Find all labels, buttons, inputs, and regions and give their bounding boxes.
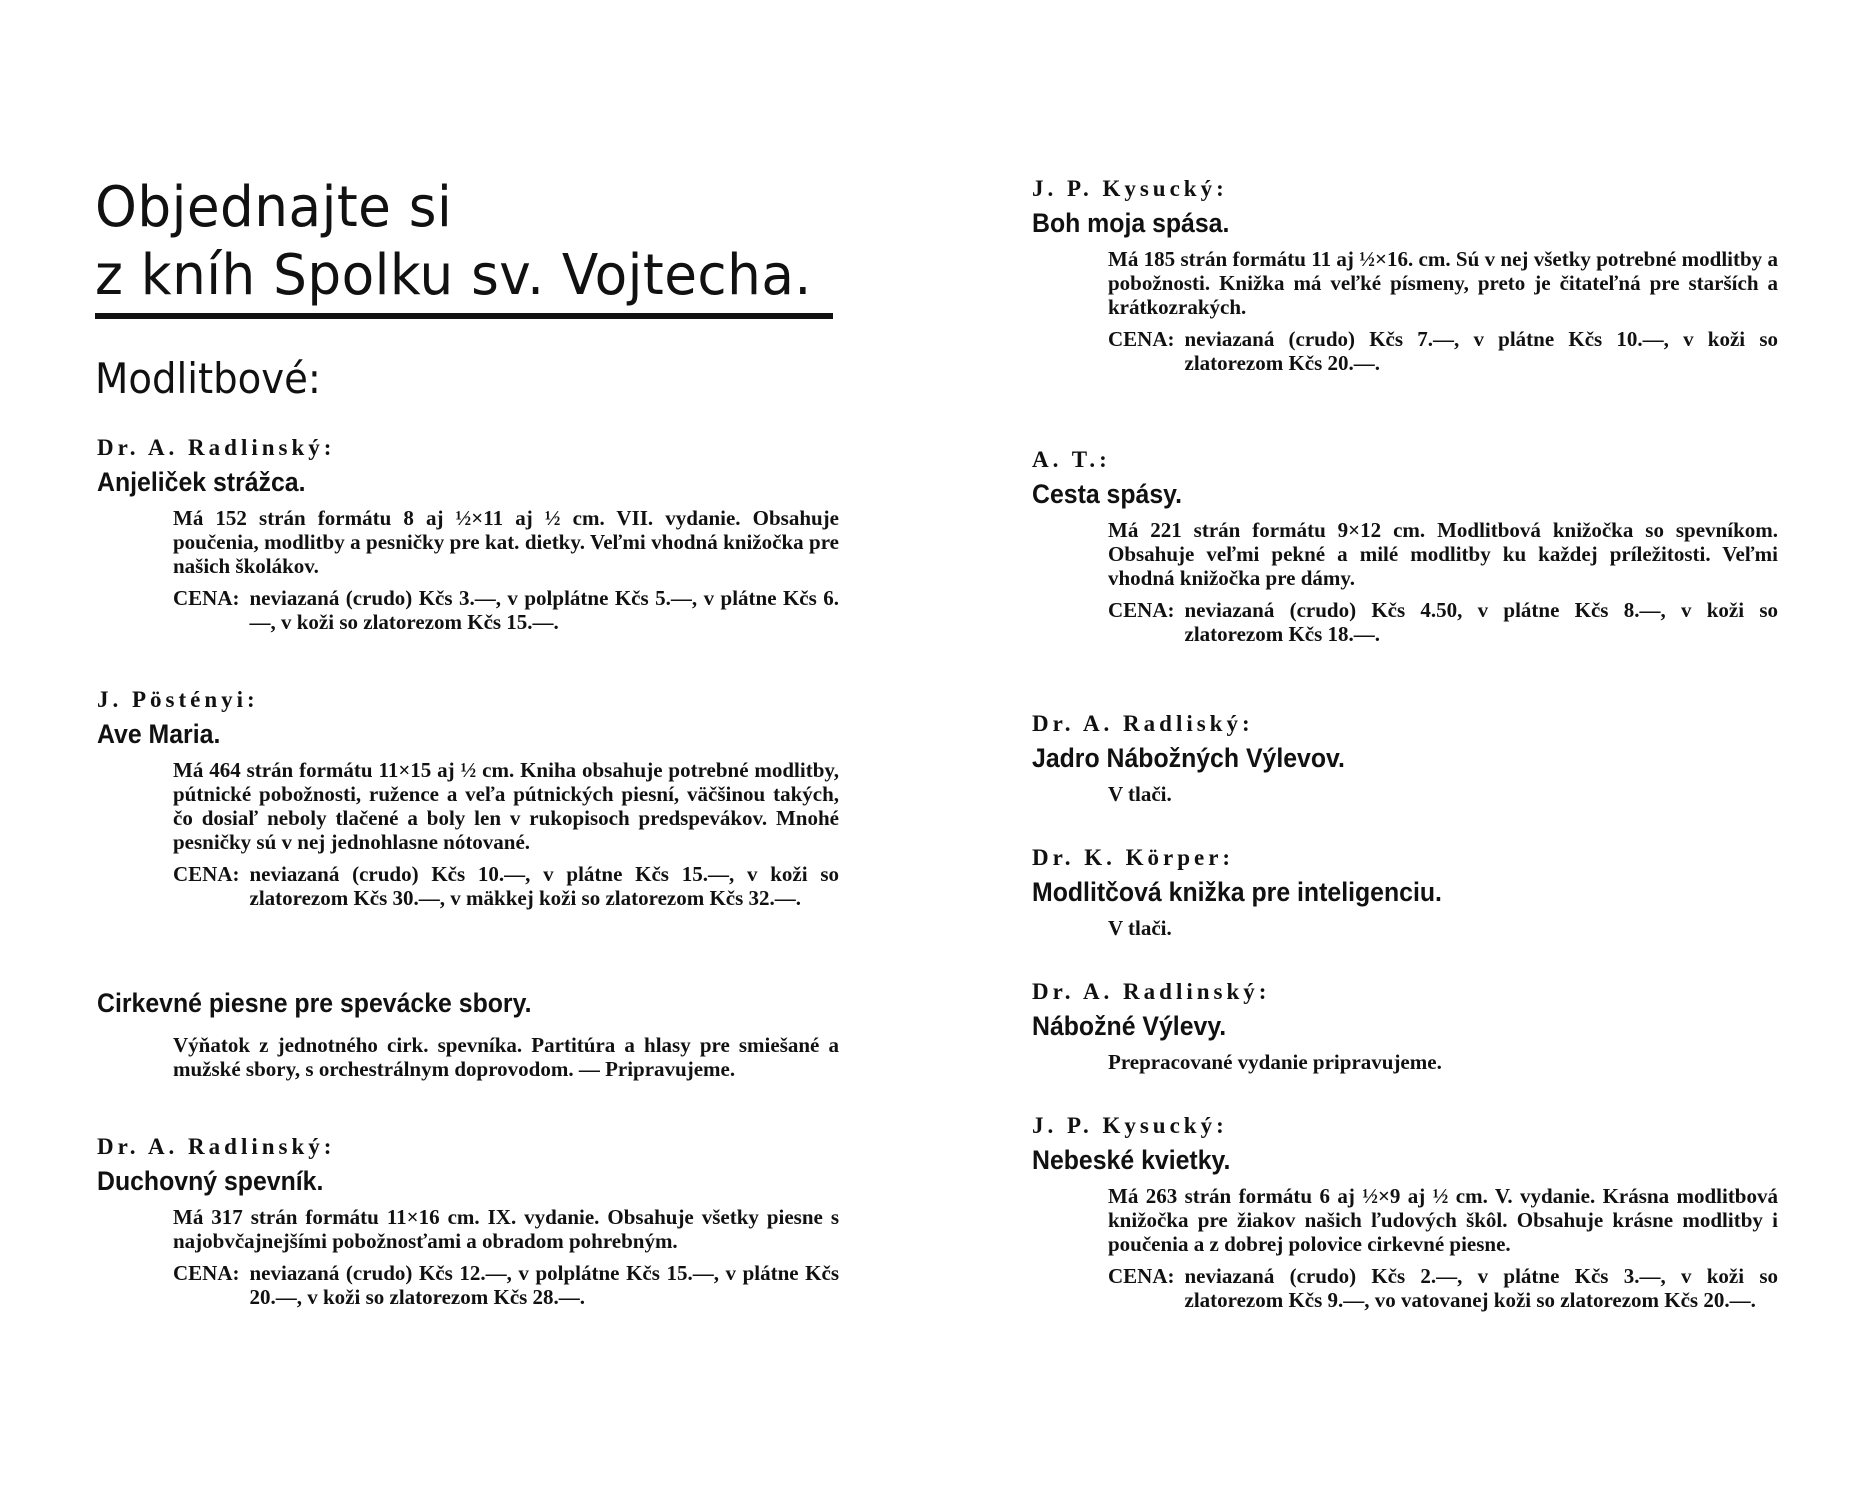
book-author: A. T.:: [1032, 447, 1111, 472]
book-title: Modlitčová knižka pre inteligenciu.: [1032, 877, 1442, 907]
book-author: Dr. A. Radlinský:: [97, 1134, 336, 1159]
price-label: CENA:: [1108, 598, 1175, 622]
book-entry: [1032, 448, 1778, 646]
title-divider: [95, 313, 833, 319]
price-label: CENA:: [173, 1261, 240, 1285]
book-description: Má 317 strán formátu 11×16 cm. IX. vydanie. Obsahuje všetky piesne s najobvčajnejšími pobožnosťami a obradom pohrebným.: [173, 1205, 839, 1253]
book-author: Dr. A. Radliský:: [1032, 711, 1254, 736]
price-text: neviazaná (crudo) Kčs 2.—, v plátne Kčs 3.—, v koži so zlatorezom Kčs 9.—, vo vatovanej koži so zlatorezom Kčs 20.—.: [1184, 1264, 1778, 1312]
book-price: [173, 586, 839, 634]
book-title: Nábožné Výlevy.: [1032, 1011, 1227, 1041]
book-author: J. P. Kysucký:: [1032, 176, 1228, 201]
book-author: J. P. Kysucký:: [1032, 1113, 1228, 1138]
book-entry: [97, 990, 839, 1081]
book-entry: [1032, 177, 1778, 375]
book-title: Anjeliček strážca.: [97, 467, 306, 497]
book-description: Má 221 strán formátu 9×12 cm. Modlitbová knižočka so spevníkom. Obsahuje veľmi pekné a milé modlitby ku každej príležitosti. Veľmi vhodná knižočka pre dámy.: [1108, 518, 1778, 590]
book-price: [1108, 327, 1778, 375]
book-status-note: V tlači.: [1108, 782, 1172, 806]
book-title: Duchovný spevník.: [97, 1166, 324, 1196]
book-price: [1108, 1264, 1778, 1312]
book-price: [173, 862, 839, 910]
book-title: Ave Maria.: [97, 719, 221, 749]
price-text: neviazaná (crudo) Kčs 4.50, v plátne Kčs 8.—, v koži so zlatorezom Kčs 18.—.: [1184, 598, 1778, 646]
book-entry: [1032, 846, 1778, 940]
book-price: [1108, 598, 1778, 646]
book-entry: [1032, 1114, 1778, 1312]
book-author: J. Pöstényi:: [97, 687, 259, 712]
book-entry: [1032, 712, 1778, 806]
price-label: CENA:: [173, 862, 240, 886]
book-status-note: V tlači.: [1108, 916, 1172, 940]
price-label: CENA:: [1108, 1264, 1175, 1288]
book-title: Nebeské kvietky.: [1032, 1145, 1231, 1175]
price-label: CENA:: [1108, 327, 1175, 351]
book-entry: [97, 1135, 839, 1309]
book-entry: [1032, 980, 1778, 1074]
price-text: neviazaná (crudo) Kčs 12.—, v polplátne Kčs 15.—, v plátne Kčs 20.—, v koži so zlatorezom Kčs 28.—.: [249, 1261, 839, 1309]
book-title: Cirkevné piesne pre spevácke sbory.: [97, 988, 532, 1018]
book-title: Jadro Nábožných Výlevov.: [1032, 743, 1345, 773]
book-entry: [97, 688, 839, 910]
book-description: Má 185 strán formátu 11 aj ½×16. cm. Sú v nej všetky potrebné modlitby a pobožnosti. Knižka má veľké písmeny, preto je čitateľná pre starších a krátkozrakých.: [1108, 247, 1778, 319]
book-description: Má 263 strán formátu 6 aj ½×9 aj ½ cm. V. vydanie. Krásna modlitbová knižočka pre žiakov našich ľudových škôl. Obsahuje krásne modlitby i poučenia a z dobrej polovice cirkevné piesne.: [1108, 1184, 1778, 1256]
book-author: Dr. K. Körper:: [1032, 845, 1235, 870]
book-title: Cesta spásy.: [1032, 479, 1183, 509]
page-title-line-2: z kníh Spolku sv. Vojtecha.: [95, 243, 812, 308]
price-label: CENA:: [173, 586, 240, 610]
price-text: neviazaná (crudo) Kčs 10.—, v plátne Kčs 15.—, v koži so zlatorezom Kčs 30.—, v mäkkej koži so zlatorezom Kčs 32.—.: [249, 862, 839, 910]
book-author: Dr. A. Radlinský:: [97, 435, 336, 460]
book-description: Má 464 strán formátu 11×15 aj ½ cm. Kniha obsahuje potrebné modlitby, pútnické pobožnosti, ružence a veľa pútnických piesní, väčšinou takých, čo dosiaľ neboly tlačené a boly len v rukopisoch predspevákov. Mnohé pesničky sú v nej jednohlasne nótované.: [173, 758, 839, 854]
book-price: [173, 1261, 839, 1309]
page-title-line-1: Objednajte si: [95, 175, 453, 240]
book-author: Dr. A. Radlinský:: [1032, 979, 1271, 1004]
book-description: Výňatok z jednotného cirk. spevníka. Partitúra a hlasy pre smiešané a mužské sbory, s orchestrálnym doprovodom. — Pripravujeme.: [173, 1033, 839, 1081]
book-entry: [97, 436, 839, 634]
book-title: Boh moja spása.: [1032, 208, 1230, 238]
price-text: neviazaná (crudo) Kčs 3.—, v polplátne Kčs 5.—, v plátne Kčs 6.—, v koži so zlatorezom Kčs 15.—.: [249, 586, 839, 634]
section-heading: Modlitbové:: [95, 354, 321, 403]
book-status-note: Prepracované vydanie pripravujeme.: [1108, 1050, 1442, 1074]
book-description: Má 152 strán formátu 8 aj ½×11 aj ½ cm. VII. vydanie. Obsahuje poučenia, modlitby a pesničky pre kat. dietky. Veľmi vhodná knižočka pre našich školákov.: [173, 506, 839, 578]
price-text: neviazaná (crudo) Kčs 7.—, v plátne Kčs 10.—, v koži so zlatorezom Kčs 20.—.: [1184, 327, 1778, 375]
